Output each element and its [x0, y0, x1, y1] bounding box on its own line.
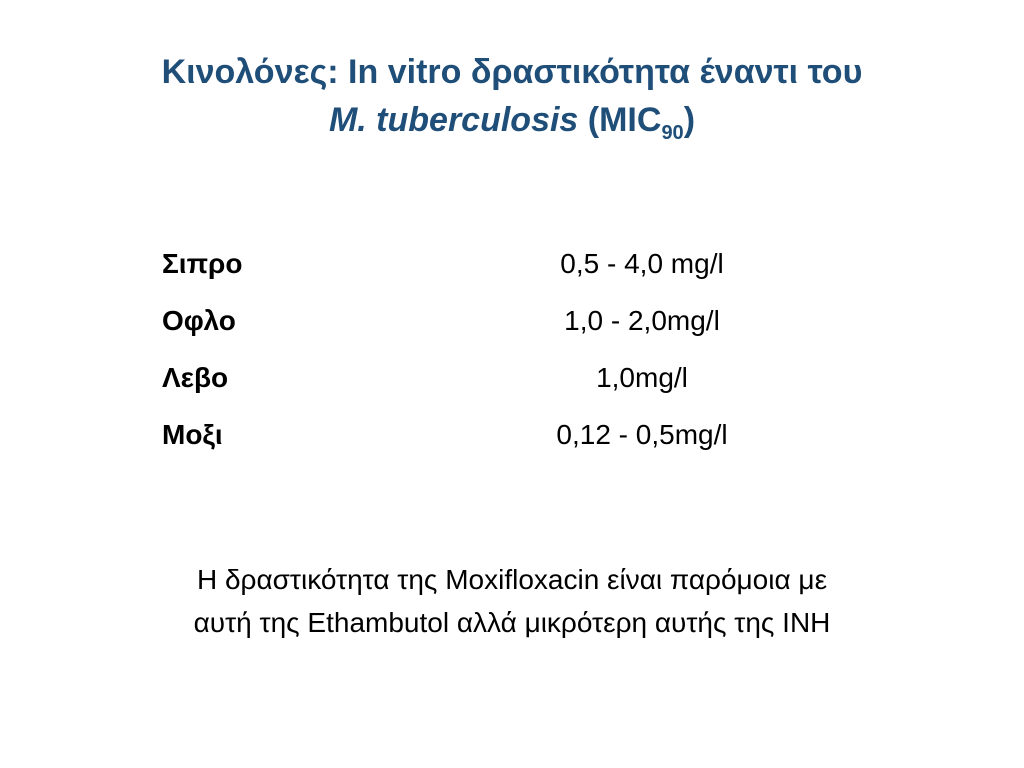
- mic-row-oflo: [162, 301, 862, 358]
- slide-title: [40, 48, 984, 144]
- mic-value: 1,0mg/l: [596, 362, 688, 393]
- mic-value: 0,5 - 4,0 mg/l: [560, 248, 724, 279]
- drug-name: Μοξι: [162, 419, 223, 450]
- mic-row-moxi: [162, 415, 862, 472]
- drug-name: Οφλο: [162, 305, 236, 336]
- drug-name: Σιπρο: [162, 248, 243, 279]
- title-organism: M. tuberculosis: [328, 101, 579, 139]
- title-mic-close: ): [683, 101, 696, 139]
- title-mic-subscript: 90: [661, 122, 684, 144]
- mic-row-cipro: [162, 244, 862, 301]
- note-line-1: Η δραστικότητα της Moxifloxacin είναι παρόμοια με: [196, 564, 828, 595]
- title-line-1: Κινολόνες: In vitro δραστικότητα έναντι του: [161, 53, 863, 91]
- drug-name: Λεβο: [162, 362, 229, 393]
- summary-note: [60, 558, 964, 644]
- mic-table: [162, 244, 862, 472]
- mic-row-levo: [162, 358, 862, 415]
- title-line-2: [40, 96, 984, 144]
- title-mic-open: (MIC: [578, 101, 662, 139]
- note-line-2: αυτή της Ethambutol αλλά μικρότερη αυτής της INH: [193, 607, 831, 638]
- mic-value: 1,0 - 2,0mg/l: [564, 305, 720, 336]
- mic-value: 0,12 - 0,5mg/l: [556, 419, 728, 450]
